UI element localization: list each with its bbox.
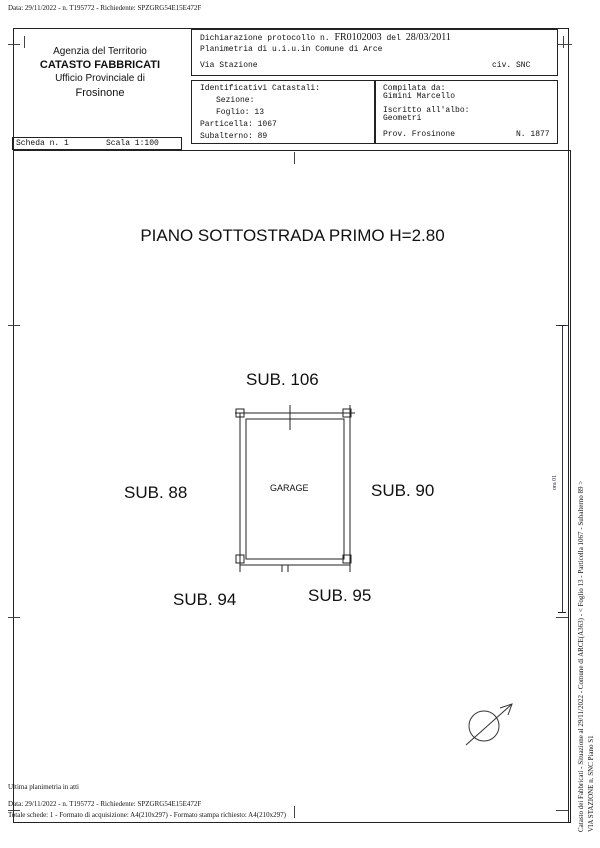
footer-ultima: Ultima planimetria in atti	[8, 783, 79, 791]
identifiers-title: Identificativi Catastali:	[200, 84, 321, 93]
scheda-box	[12, 137, 182, 150]
compiler-box	[375, 80, 558, 144]
sub-90-label: SUB. 90	[371, 481, 435, 500]
agency-name: Agenzia del Territorio	[53, 46, 147, 57]
crosshair-mark	[556, 810, 568, 811]
drawing-frame-top	[13, 150, 570, 151]
sub-106-label: SUB. 106	[246, 370, 319, 389]
scheda-number: Scheda n. 1	[16, 139, 69, 148]
identifiers-box	[191, 80, 375, 144]
crosshair-mark	[8, 44, 20, 45]
crosshair-mark	[558, 44, 572, 45]
foglio-field: Foglio: 13	[216, 108, 265, 117]
right-border	[568, 28, 569, 823]
protocol-number: FR0102003	[334, 32, 382, 43]
civic-number: civ. SNC	[492, 61, 531, 70]
particella-field: Particella: 1067	[200, 120, 277, 129]
dimension-line	[562, 325, 563, 612]
address: Via Stazione	[200, 61, 258, 70]
planimetria-line: Planimetria di u.i.u.in Comune di Arce	[200, 45, 383, 54]
declaration-line	[200, 32, 451, 43]
sezione-field: Sezione:	[216, 96, 255, 105]
dimension-label: ora 01	[552, 474, 558, 490]
crosshair-mark	[563, 36, 564, 48]
top-header: Data: 29/11/2022 - n. T195772 - Richiedente: SPZGRG54E15E472F	[8, 4, 202, 12]
dimension-tick-top	[558, 325, 566, 326]
compilata-label: Compilata da:	[383, 84, 446, 93]
province: Prov. Frosinone	[383, 130, 456, 139]
dimension-tick-bottom	[558, 612, 566, 613]
declaration-prefix: Dichiarazione protocollo n.	[200, 34, 330, 43]
footer-totale: Totale schede: 1 - Formato di acquisizione: A4(210x297) - Formato stampa richiesto: A4(210x297)	[8, 811, 286, 819]
crosshair-mark	[294, 806, 295, 818]
sub-95-label: SUB. 95	[308, 586, 372, 605]
footer-data: Data: 29/11/2022 - n. T195772 - Richiedente: SPZGRG54E15E472F	[8, 800, 202, 808]
crosshair-mark	[24, 36, 25, 48]
plan-title: PIANO SOTTOSTRADA PRIMO H=2.80	[140, 226, 445, 245]
agency-block	[30, 46, 170, 101]
subalterno-field: Subalterno: 89	[200, 132, 268, 141]
albo-value: Geometri	[383, 114, 422, 123]
crosshair-mark	[8, 617, 20, 618]
compiler-name: Gimini Marcello	[383, 92, 456, 101]
agency-ufficio: Ufficio Provinciale di	[55, 73, 145, 84]
crosshair-mark	[556, 617, 568, 618]
drawing-frame-right	[570, 150, 571, 823]
side-text-line2: VIA STAZIONE n. SNC Piano S1	[587, 735, 595, 832]
declaration-date: 28/03/2011	[405, 32, 451, 43]
sub-94-label: SUB. 94	[173, 590, 237, 609]
declaration-box	[191, 29, 558, 76]
crosshair-mark	[294, 152, 295, 164]
agency-city: Frosinone	[75, 87, 125, 99]
albo-number: N. 1877	[516, 130, 550, 139]
scala: Scala 1:100	[106, 139, 159, 148]
sub-88-label: SUB. 88	[124, 483, 188, 502]
agency-catasto: CATASTO FABBRICATI	[39, 59, 161, 71]
declaration-del: del	[386, 34, 401, 43]
north-arrow-icon	[460, 700, 520, 750]
garage-label: GARAGE	[270, 483, 309, 493]
iscritto-label: Iscritto all'albo:	[383, 106, 470, 115]
crosshair-mark	[8, 325, 20, 326]
drawing-frame-bottom	[13, 822, 571, 823]
side-text-line1: Catasto dei Fabbricati - Situazione al 29/11/2022 - Comune di ARCE(A363) - < Foglio 13 - Particella 1067 - Subalterno 89 >	[577, 480, 585, 832]
